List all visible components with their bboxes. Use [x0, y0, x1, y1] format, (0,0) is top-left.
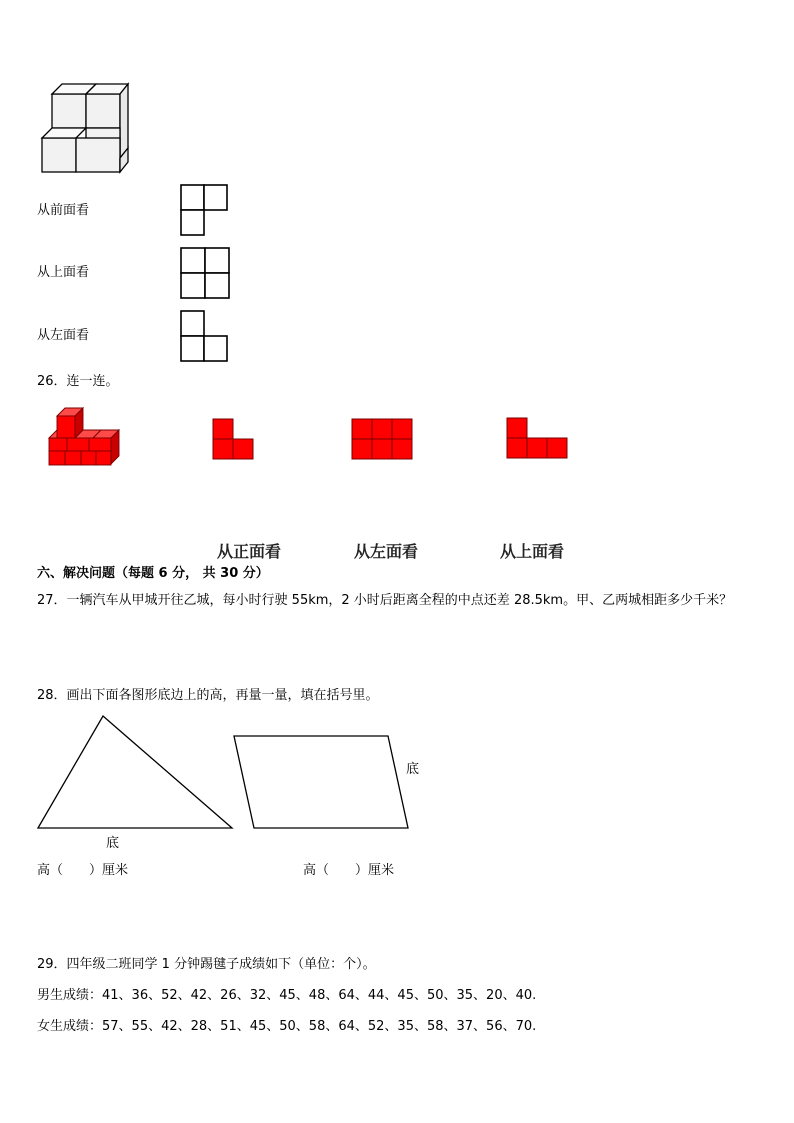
q29-boys-scores: 男生成绩：41、36、52、42、26、32、45、48、64、44、45、50、35、20、40.	[37, 988, 537, 1003]
left-view-grid	[180, 310, 230, 364]
parallelogram-base-label: 底	[406, 762, 420, 777]
view-label-left: 从左面看	[37, 328, 90, 343]
triangle-height-answer: 高（ ）厘米	[37, 863, 129, 878]
q28-text: 28．画出下面各图形底边上的高，再量一量，填在括号里。	[37, 688, 379, 703]
top-view-grid	[180, 247, 232, 301]
triangle-base-label: 底	[106, 836, 120, 851]
red-view-l-shape-wide	[506, 417, 570, 461]
q26-label-left: 从左面看	[354, 542, 419, 561]
section-6-heading: 六、解决问题（每题 6 分， 共 30 分）	[37, 566, 269, 581]
parallelogram-figure	[232, 734, 412, 832]
cube-stack-figure	[38, 80, 134, 178]
q26-label-front: 从正面看	[217, 542, 282, 561]
view-label-front: 从前面看	[37, 203, 90, 218]
parallelogram-height-answer: 高（ ）厘米	[303, 863, 395, 878]
red-cube-stack	[45, 406, 125, 468]
q26-label-top: 从上面看	[500, 542, 565, 561]
red-view-rectangle	[351, 418, 415, 462]
front-view-grid	[180, 184, 230, 238]
view-label-top: 从上面看	[37, 265, 90, 280]
q26-title: 26．连一连。	[37, 374, 119, 389]
triangle-figure	[36, 714, 236, 832]
q29-girls-scores: 女生成绩：57、55、42、28、51、45、50、58、64、52、35、58、37、56、70.	[37, 1019, 537, 1034]
q29-text: 29．四年级二班同学 1 分钟踢毽子成绩如下（单位：个）。	[37, 957, 376, 972]
red-view-l-shape-small	[212, 418, 256, 462]
q27-text: 27．一辆汽车从甲城开往乙城，每小时行驶 55km，2 小时后距离全程的中点还差 28.5km。甲、乙两城相距多少千米？	[37, 593, 733, 608]
